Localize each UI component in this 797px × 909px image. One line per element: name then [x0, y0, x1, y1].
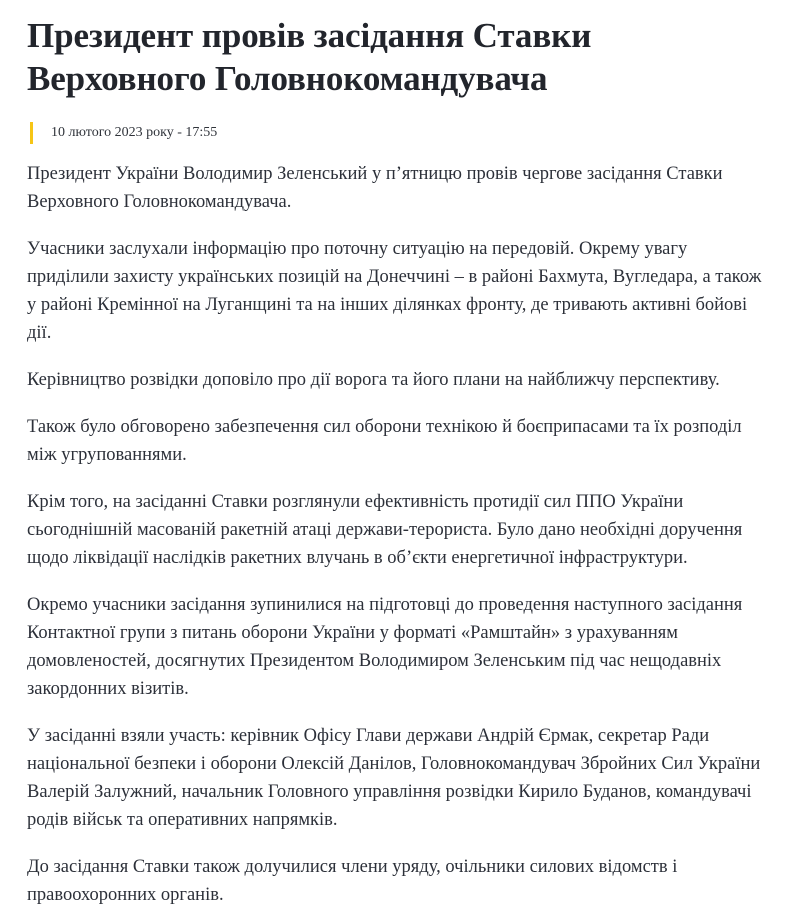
article-paragraph: У засіданні взяли участь: керівник Офісу Глави держави Андрій Єрмак, секретар Ради національної безпеки і оборони Олексій Данілов, Головнокомандувач Збройних Сил України Валерій Залужний, начальник Головного управління розвідки Кирило Буданов, командувачі родів військ та оперативних напрямків. [27, 726, 761, 830]
accent-bar-icon [30, 122, 33, 144]
article-body [27, 160, 770, 909]
page-title: Президент провів засідання Ставки Верховного Головнокомандувача [27, 16, 592, 98]
article-paragraph: Крім того, на засіданні Ставки розглянули ефективність протидії сил ППО України сьогоднішній масованій ракетній атаці держави-терориста. Було дано необхідні доручення щодо ліквідації наслідків ракетних влучань в об’єкти енергетичної інфраструктури. [27, 492, 743, 568]
article-paragraph: Президент України Володимир Зеленський у п’ятницю провів чергове засідання Ставки Верховного Головнокомандувача. [27, 164, 723, 212]
article-paragraph: Окремо учасники засідання зупинилися на підготовці до проведення наступного засідання Контактної групи з питань оборони України у форматі «Рамштайн» з урахуванням домовленостей, досягнутих Президентом Володимиром Зеленським під час нещодавніх закордонних візитів. [27, 595, 743, 699]
article-paragraph: Також було обговорено забезпечення сил оборони технікою й боєприпасами та їх розподіл між угрупованнями. [27, 417, 742, 465]
article-paragraph: До засідання Ставки також долучилися члени уряду, очільники силових відомств і правоохоронних органів. [27, 857, 678, 905]
article-paragraph: Керівництво розвідки доповіло про дії ворога та його плани на найближчу перспективу. [27, 370, 720, 390]
article-paragraph: Учасники заслухали інформацію про поточну ситуацію на передовій. Окрему увагу приділили захисту українських позицій на Донеччині – в районі Бахмута, Вугледара, а також у районі Кремінної на Луганщині та на інших ділянках фронту, де тривають активні бойові дії. [27, 239, 762, 343]
article-meta [27, 120, 770, 146]
publish-timestamp: 10 лютого 2023 року - 17:55 [51, 125, 218, 140]
